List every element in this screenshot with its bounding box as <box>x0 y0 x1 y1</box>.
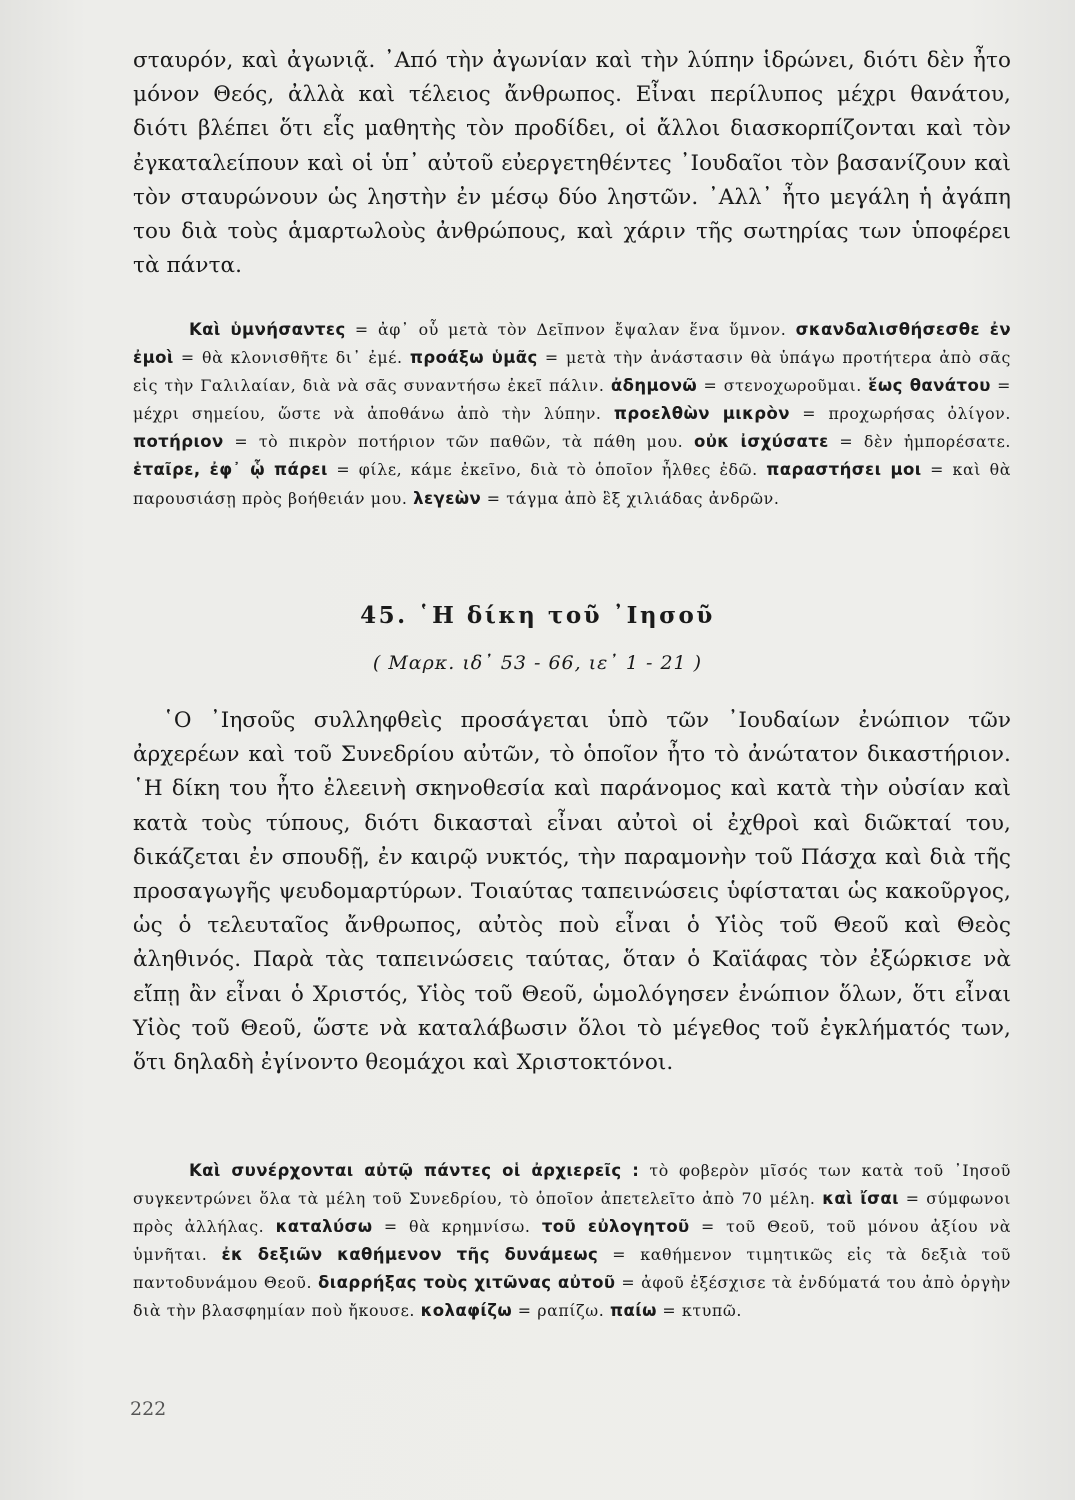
gloss-term: καὶ ἴσαι <box>822 1189 899 1209</box>
gloss-definition: τὸ φοβερὸν μῖσός των κατὰ τοῦ ᾽Ιησοῦ συγκεντρώνει ὅλα τὰ μέλη τοῦ Συνεδρίου, τὸ ὁποῖον ἀπετελεῖτο ἀπὸ 70 μέλη. <box>133 1161 1012 1209</box>
gloss-definition: = στενοχωροῦμαι. <box>697 376 869 396</box>
gloss-term: Καὶ ὑμνήσαντες <box>189 320 346 339</box>
gloss-definition: = ραπίζω. <box>512 1301 611 1321</box>
gloss-term: προάξω ὑμᾶς <box>409 348 538 368</box>
gloss-term: ποτήριον <box>133 432 224 452</box>
gloss-definition: = τὸ πικρὸν ποτήριον τῶν παθῶν, τὰ πάθη μου. <box>223 432 694 452</box>
gloss-term: οὐκ ἰσχύσατε <box>693 432 829 452</box>
page-number: 222 <box>130 1398 167 1420</box>
gloss-term: προελθὼν μικρὸν <box>613 404 790 424</box>
gloss-term: Καὶ συνέρχονται αὐτῷ πάντες οἱ ἀρχιερεῖς : <box>189 1161 640 1180</box>
gloss-definition: = μετὰ τὴν ἀνάστασιν θὰ ὑπάγω προτήτερα ἀπὸ σᾶς εἰς τὴν Γαλιλαίαν, διὰ νὰ σᾶς συναντήσω ἐκεῖ πάλιν. <box>133 348 1011 396</box>
gloss-term: ἑταῖρε, ἐφ᾽ ᾧ πάρει <box>133 460 328 480</box>
glossary-notes-2 <box>133 1157 1011 1326</box>
gloss-definition: = καθήμενον τιμητικῶς εἰς τὰ δεξιὰ τοῦ παντοδυνάμου Θεοῦ. <box>133 1245 1011 1293</box>
gloss-term: καταλύσω <box>275 1217 373 1237</box>
gloss-definition: = ἀφ᾽ οὗ μετὰ τὸν Δεῖπνον ἔψαλαν ἕνα ὕμνον. <box>345 320 796 339</box>
glossary-notes-1 <box>133 316 1011 513</box>
gloss-term: λεγεὼν <box>413 488 482 508</box>
gloss-term: ἐκ δεξιῶν καθήμενον τῆς δυνάμεως <box>221 1245 599 1265</box>
gloss-term: παίω <box>610 1301 657 1321</box>
gloss-definition: = προχωρήσας ὀλίγον. <box>789 404 1012 424</box>
gloss-definition: = ἀφοῦ ἐξέσχισε τὰ ἐνδύματά του ἀπὸ ὀργὴν διὰ τὴν βλασφημίαν ποὺ ἤκουσε. <box>133 1273 1011 1321</box>
section-reference: ( Μαρκ. ιδ᾽ 53 - 66, ιε᾽ 1 - 21 ) <box>372 652 703 674</box>
gloss-definition: = καὶ θὰ παρουσιάσῃ πρὸς βοήθειάν μου. <box>133 460 1011 508</box>
gloss-definition: = κτυπῶ. <box>656 1301 742 1321</box>
gloss-term: τοῦ εὐλογητοῦ <box>541 1217 690 1237</box>
gloss-definition: = θὰ κρημνίσω. <box>372 1217 542 1237</box>
gloss-term: κολαφίζω <box>420 1301 513 1321</box>
gloss-definition: = σύμφωνοι πρὸς ἀλλήλας. <box>133 1189 1012 1237</box>
section-title: 45. ῾Η δίκη τοῦ ᾽Ιησοῦ <box>360 602 715 629</box>
gloss-definition: = τοῦ Θεοῦ, τοῦ μόνου ἀξίου νὰ ὑμνῆται. <box>133 1217 1011 1265</box>
gloss-definition: = θὰ κλονισθῆτε δι᾽ ἐμέ. <box>173 348 410 368</box>
paragraph-continuation: σταυρόν, καὶ ἀγωνιᾷ. ᾽Από τὴν ἀγωνίαν καὶ τὴν λύπην ἱδρώνει, διότι δὲν ἦτο μόνον Θεός, ἀλλὰ καὶ τέλειος ἄνθρωπος. Εἶναι περίλυπος μέχρι θανάτου, διότι βλέπει ὅτι εἷς μαθητὴς τὸν προδίδει, οἱ ἄλλοι διασκορπίζονται καὶ τὸν ἐγκαταλείπουν καὶ οἱ ὑπ᾽ αὐτοῦ εὐεργετηθέντες ᾽Ιουδαῖοι τὸν βασανίζουν καὶ τὸν σταυρώνουν ὡς ληστὴν ἐν μέσῳ δύο ληστῶν. ᾽Αλλ᾽ ἦτο μεγάλη ἡ ἀγάπη του διὰ τοὺς ἁμαρτωλοὺς ἀνθρώπους, καὶ χάριν τῆς σωτηρίας των ὑποφέρει τὰ πάντα. <box>133 48 1011 279</box>
gloss-term: ἀδημονῶ <box>610 376 698 396</box>
gloss-term: σκανδαλισθήσεσθε ἐν ἐμοὶ <box>133 320 1011 368</box>
gloss-definition: = δὲν ἠμπορέσατε. <box>828 432 1011 452</box>
gloss-term: ἕως θανάτου <box>868 376 991 396</box>
gloss-definition: = μέχρι σημείου, ὥστε νὰ ἀποθάνω ἀπὸ τὴν λύπην. <box>133 376 1011 424</box>
gloss-term: διαρρήξας τοὺς χιτῶνας αὐτοῦ <box>318 1273 616 1293</box>
section-paragraph: ῾Ο ᾽Ιησοῦς συλληφθεὶς προσάγεται ὑπὸ τῶν ᾽Ιουδαίων ἐνώπιον τῶν ἀρχερέων καὶ τοῦ Συνεδρίου αὐτῶν, τὸ ὁποῖον ἦτο τὸ ἀνώτατον δικαστήριον. ῾Η δίκη του ἦτο ἐλεεινὴ σκηνοθεσία καὶ παράνομος καὶ κατὰ τὴν οὐσίαν καὶ κατὰ τοὺς τύπους, διότι δικασταὶ εἶναι αὐτοὶ οἱ ἐχθροὶ καὶ διῶκταί του, δικάζεται ἐν σπουδῇ, ἐν καιρῷ νυκτός, τὴν παραμονὴν τοῦ Πάσχα καὶ διὰ τῆς προσαγωγῆς ψευδομαρτύρων. Τοιαύτας ταπεινώσεις ὑφίσταται ὡς κακοῦργος, ὡς ὁ τελευταῖος ἄνθρωπος, αὐτὸς ποὺ εἶναι ὁ Υἱὸς τοῦ Θεοῦ καὶ Θεὸς ἀληθινός. Παρὰ τὰς ταπεινώσεις ταύτας, ὅταν ὁ Καϊάφας τὸν ἐξώρκισε νὰ εἴπῃ ἂν εἶναι ὁ Χριστός, Υἱὸς τοῦ Θεοῦ, ὡμολόγησεν ἐνώπιον ὅλων, ὅτι εἶναι Υἱὸς τοῦ Θεοῦ, ὥστε νὰ καταλάβωσιν ὅλοι τὸ μέγεθος τοῦ ἐγκλήματός των, ὅτι δηλαδὴ ἐγίνοντο θεομάχοι καὶ Χριστοκτόνοι. <box>133 708 1011 1076</box>
gloss-definition: = φίλε, κάμε ἐκεῖνο, διὰ τὸ ὁποῖον ἦλθες ἐδῶ. <box>327 460 767 480</box>
gloss-definition: = τάγμα ἀπὸ ἓξ χιλιάδας ἀνδρῶν. <box>481 488 780 508</box>
gloss-term: παραστήσει μοι <box>766 460 922 480</box>
